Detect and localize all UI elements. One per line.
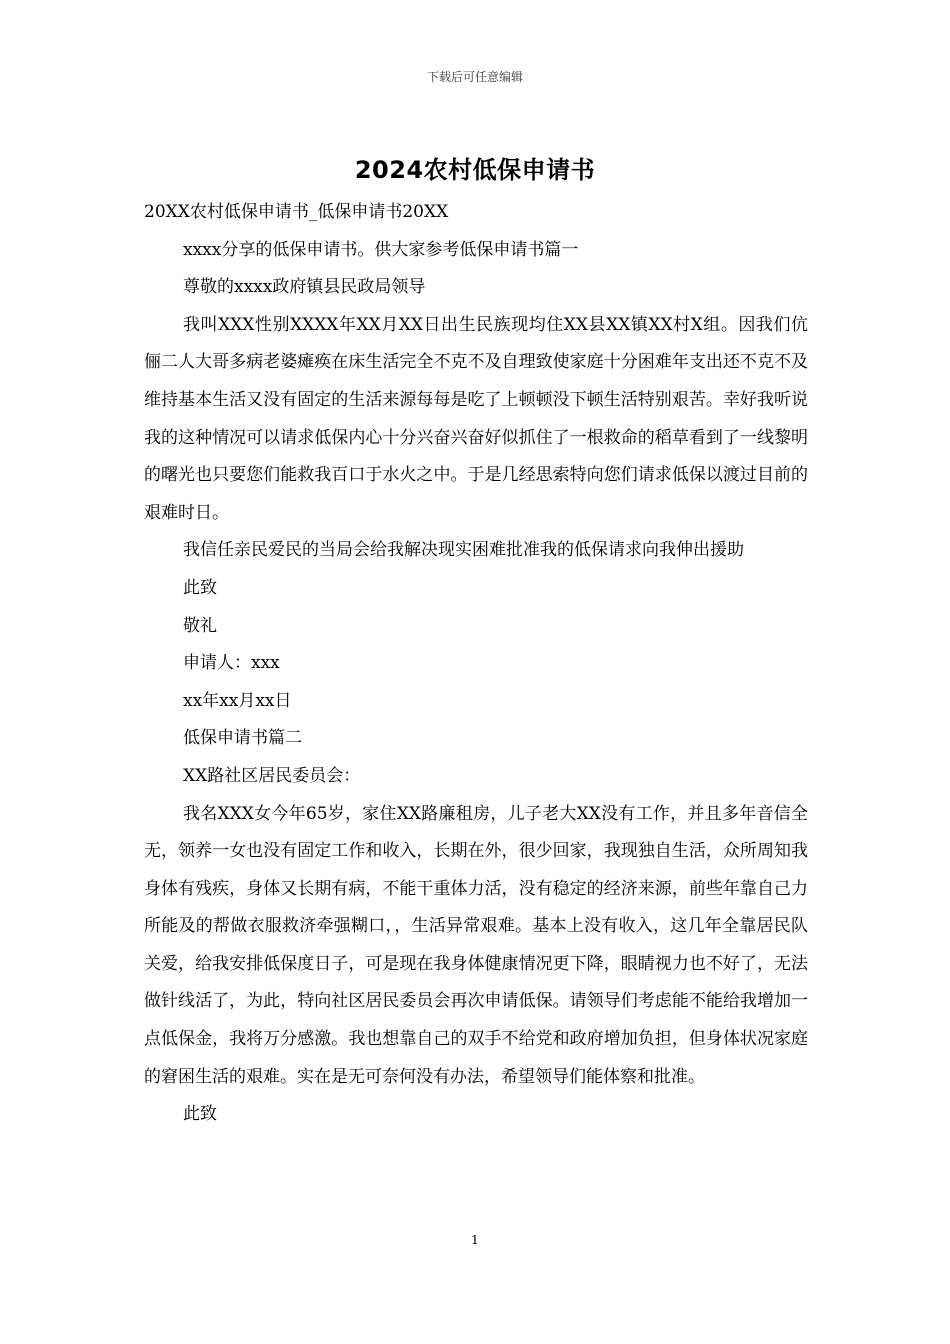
header-note: 下载后可任意编辑 xyxy=(426,70,523,84)
closing-cizhi-1: 此致 xyxy=(183,577,217,598)
document-title: 2024农村低保申请书 xyxy=(354,156,596,184)
document-body xyxy=(144,194,808,1134)
subtitle-line: 20XX农村低保申请书_低保申请书20XX xyxy=(144,202,449,222)
closing-cizhi-2: 此致 xyxy=(183,1104,217,1125)
salutation-2: XX路社区居民委员会： xyxy=(183,765,361,786)
page-number: 1 xyxy=(471,1233,479,1247)
applicant-line: 申请人：xxx xyxy=(183,653,280,674)
body-paragraph-1: 我叫XXX性别XXXX年XX月XX日出生民族现均住XX县XX镇XX村X组。因我们伉俪二人大哥多病老婆瘫痪在床生活完全不克不及自理致使家庭十分困难年支出还不克不及维持基本生活又没有固定的生活来源每每是吃了上顿顿没下顿生活特别艰苦。幸好我听说我的这种情况可以请求低保内心十分兴奋兴奋好似抓住了一根救命的稻草看到了一线黎明的曙光也只要您们能救我百口于水火之中。于是几经思索特向您们请求低保以渡过目前的艰难时日。 xyxy=(144,314,808,523)
closing-jingli: 敬礼 xyxy=(183,615,217,636)
body-paragraph-2: 我信任亲民爱民的当局会给我解决现实困难批准我的低保请求向我伸出援助 xyxy=(183,540,744,561)
date-line: xx年xx月xx日 xyxy=(183,690,292,711)
section-heading-2: 低保申请书篇二 xyxy=(183,728,302,749)
body-paragraph-3: 我名XXX女今年65岁，家住XX路廉租房，儿子老大XX没有工作，并且多年音信全无，领养一女也没有固定工作和收入，长期在外，很少回家，我现独自生活，众所周知我身体有残疾，身体又长期有病，不能干重体力活，没有稳定的经济来源，前些年靠自己力所能及的帮做衣服救济牵强糊口，，生活异常艰难。基本上没有收入，这几年全靠居民队关爱，给我安排低保度日子，可是现在我身体健康情况更下降，眼睛视力也不好了，无法做针线活了，为此，特向社区居民委员会再次申请低保。请领导们考虑能不能给我增加一点低保金，我将万分感激。我也想靠自己的双手不给党和政府增加负担，但身体状况家庭的窘困生活的艰难。实在是无可奈何没有办法，希望领导们能体察和批准。 xyxy=(144,803,808,1087)
intro-paragraph: xxxx分享的低保申请书。供大家参考低保申请书篇一 xyxy=(183,239,579,260)
salutation-1: 尊敬的xxxx政府镇县民政局领导 xyxy=(183,277,426,298)
